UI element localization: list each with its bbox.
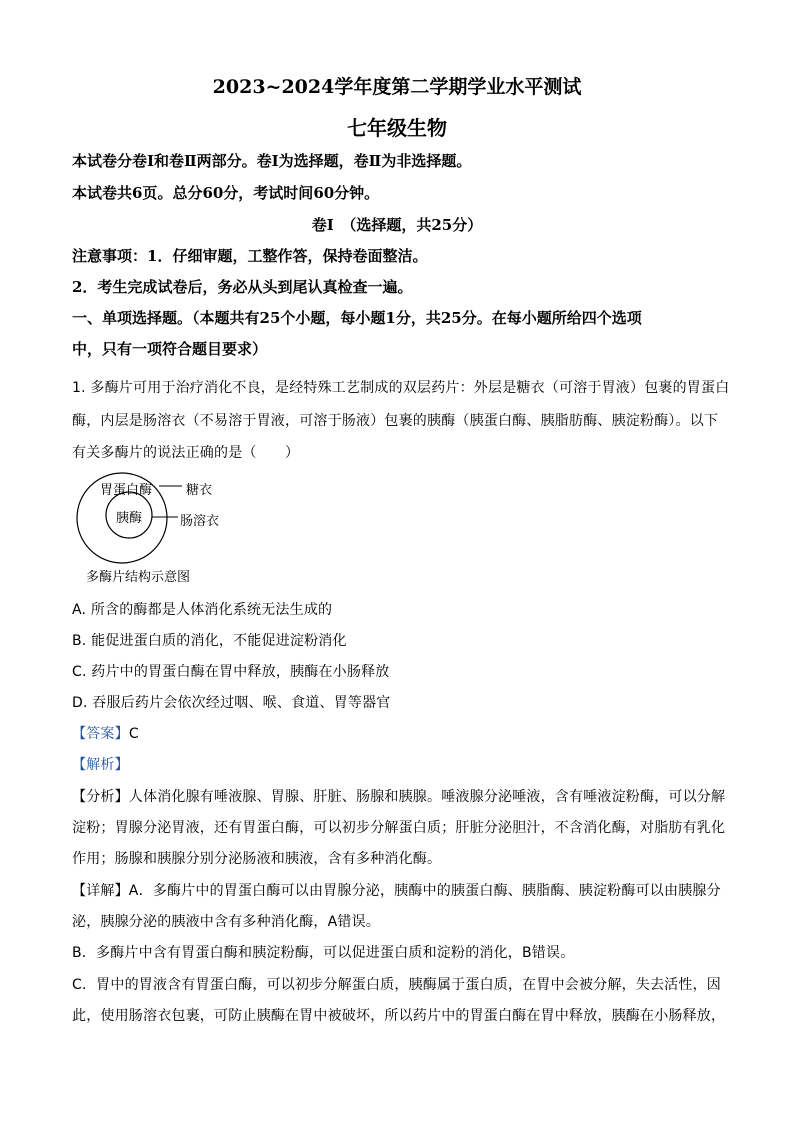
analysis-tag: 【解析】: [72, 757, 129, 773]
section-title: 卷Ⅰ （选择题，共25分）: [311, 216, 483, 234]
fenxi-line-2: 淀粉；胃腺分泌胃液，还有胃蛋白酶，可以初步分解蛋白质；肝脏分泌胆汁，不含消化酶，对脂肪有乳化: [72, 820, 726, 836]
question-stem-1: 1. 多酶片可用于治疗消化不良，是经特殊工艺制成的双层药片：外层是糖衣（可溶于胃液）包裹的胃蛋白: [72, 380, 730, 396]
label-sugar-coat: 糖衣: [186, 483, 213, 498]
label-enteric-coat: 肠溶衣: [180, 514, 220, 529]
exam-title: 2023~2024学年度第二学期学业水平测试: [212, 76, 582, 98]
answer-tag: 【答案】: [72, 726, 129, 742]
label-pepsin: 胃蛋白酶: [100, 483, 153, 498]
answer-line: [72, 723, 732, 743]
option-d: D. 吞服后药片会依次经过咽、喉、食道、胃等器官: [72, 695, 391, 711]
option-a: A. 所含的酶都是人体消化系统无法生成的: [72, 602, 333, 618]
intro-line-1: 本试卷分卷Ⅰ和卷Ⅱ两部分。卷Ⅰ为选择题，卷Ⅱ为非选择题。: [72, 152, 472, 170]
xiangjie-line-2: 泌，胰腺分泌的胰液中含有多种消化酶，A错误。: [72, 914, 380, 930]
analysis-line: [72, 754, 732, 774]
part-heading-1: 一、单项选择题。（本题共有25个小题，每小题1分，共25分。在每小题所给四个选项: [72, 309, 642, 327]
part-heading-2: 中，只有一项符合题目要求）: [72, 340, 268, 358]
detail-c-line-2: 此，使用肠溶衣包裹，可防止胰酶在胃中被破坏，所以药片中的胃蛋白酶在胃中释放，胰酶在小肠释放，: [72, 1008, 726, 1024]
question-stem-2: 酶，内层是肠溶衣（不易溶于胃液，可溶于肠液）包裹的胰酶（胰蛋白酶、胰脂肪酶、胰淀粉酶）。以下: [72, 413, 719, 429]
notice-1: 注意事项：1．仔细审题，工整作答，保持卷面整洁。: [72, 247, 428, 265]
option-c: C. 药片中的胃蛋白酶在胃中释放，胰酶在小肠释放: [72, 664, 390, 680]
subject-title: 七年级生物: [347, 116, 447, 140]
tablet-structure-figure: [72, 470, 252, 590]
notice-2: 2．考生完成试卷后，务必从头到尾认真检查一遍。: [72, 278, 413, 296]
xiangjie-line-1: 【详解】A．多酶片中的胃蛋白酶可以由胃腺分泌，胰酶中的胰蛋白酶、胰脂酶、胰淀粉酶可以由胰腺分: [72, 883, 721, 899]
option-b: B. 能促进蛋白质的消化，不能促进淀粉消化: [72, 633, 347, 649]
intro-line-2: 本试卷共6页。总分60分，考试时间60分钟。: [72, 184, 380, 202]
detail-b-line: B．多酶片中含有胃蛋白酶和胰淀粉酶，可以促进蛋白质和淀粉的消化，B错误。: [72, 945, 575, 961]
question-stem-3: 有关多酶片的说法正确的是（ ）: [72, 445, 300, 461]
label-pancreatin: 胰酶: [116, 511, 143, 526]
fenxi-line-3: 作用；肠腺和胰腺分别分泌肠液和胰液，含有多种消化酶。: [72, 851, 442, 867]
fenxi-line-1: 【分析】人体消化腺有唾液腺、胃腺、肝脏、肠腺和胰腺。唾液腺分泌唾液，含有唾液淀粉酶，可以分解: [72, 789, 726, 805]
detail-c-line-1: C．胃中的胃液含有胃蛋白酶，可以初步分解蛋白质，胰酶属于蛋白质，在胃中会被分解，失去活性，因: [72, 977, 721, 993]
figure-caption: 多酶片结构示意图: [86, 570, 191, 585]
answer-value: C: [128, 726, 139, 742]
